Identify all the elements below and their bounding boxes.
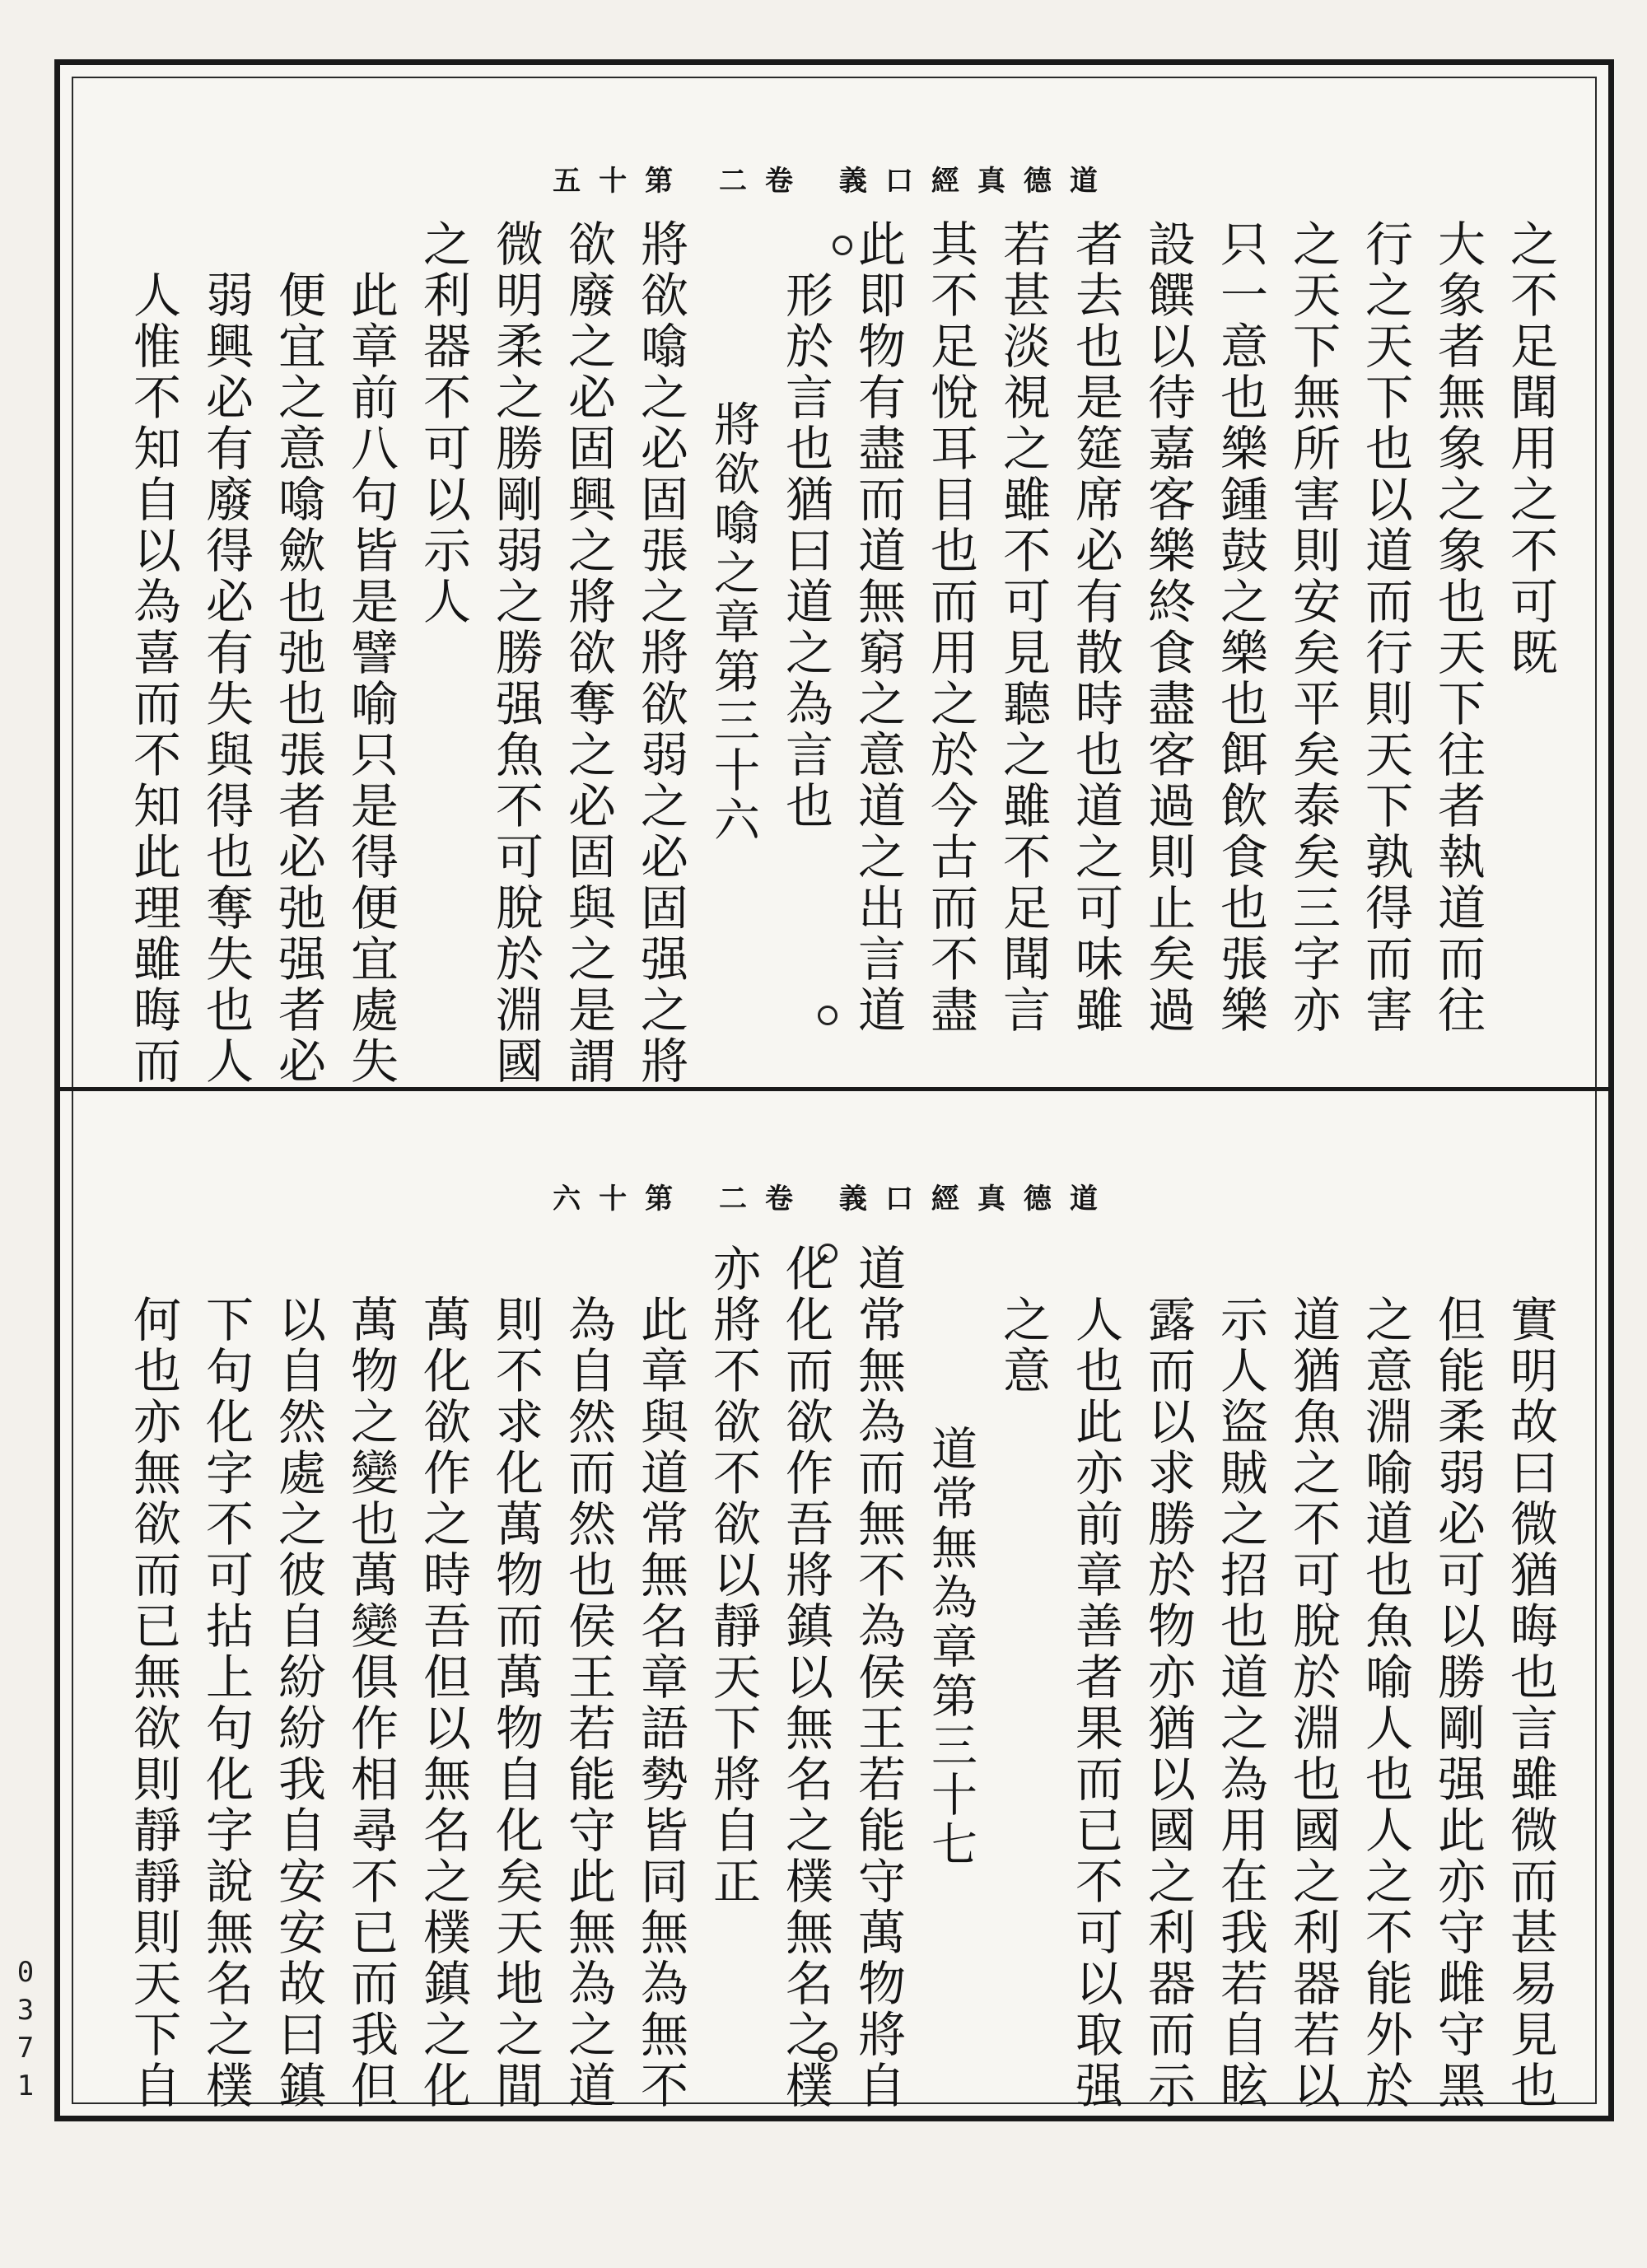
text-column: 之利器不可以示人: [415, 219, 471, 628]
text-column: 亦將不欲不欲以靜天下將自正: [705, 1244, 761, 1907]
circle-mark: [818, 2042, 837, 2062]
circle-mark: [833, 236, 852, 255]
circle-mark: [818, 1244, 837, 1263]
text-column: 道常無為章第三十七: [924, 1425, 977, 1869]
text-column: 若甚淡視之雖不可見聽之雖不足聞言: [995, 219, 1051, 1036]
lower-panel-header: 道德真經口義 卷二 第十六: [553, 1183, 1116, 1216]
text-column: 道猶魚之不可脫於淵也國之利器若以: [1285, 1295, 1341, 2112]
upper-panel-text: [102, 219, 1566, 1087]
circle-mark: [818, 1006, 837, 1025]
text-column: 行之天下也以道而行則天下孰得而害: [1357, 219, 1413, 1036]
text-column: 此章前八句皆是譬喻只是得便宜處失: [343, 270, 399, 1087]
text-column: 何也亦無欲而已無欲則靜靜則天下自: [125, 1295, 181, 2112]
text-column: 萬化欲作之時吾但以無名之樸鎮之化: [415, 1295, 471, 2112]
text-column: 之天下無所害則安矣平矣泰矣三字亦: [1285, 219, 1341, 1036]
text-column: 將欲噏之章第三十六: [707, 400, 760, 845]
text-column: 其不足悅耳目也而用之於今古而不盡: [922, 219, 978, 1036]
text-column: 露而以求勝於物亦猶以國之利器而示: [1140, 1295, 1196, 2112]
text-column: 為自然而然也侯王若能守此無為之道: [560, 1295, 616, 2112]
text-column: 便宜之意噏歛也弛也張者必弛强者必: [270, 270, 326, 1087]
text-column: 此章與道常無名章語勢皆同無為無不: [632, 1295, 688, 2112]
text-column: 化化而欲作吾將鎮以無名之樸無名之樸: [777, 1244, 833, 2112]
text-column: 者去也是筵席必有散時也道之可味雖: [1067, 219, 1123, 1036]
upper-panel: [77, 79, 1591, 1087]
text-column: 下句化字不可拈上句化字說無名之樸: [198, 1295, 254, 2112]
text-column: 此即物有盡而道無窮之意道之出言道: [850, 219, 906, 1036]
text-column: 人也此亦前章善者果而已不可以取强: [1067, 1295, 1123, 2112]
text-column: 之意淵喻道也魚喻人也人之不能外於: [1357, 1295, 1413, 2112]
text-column: 形於言也猶曰道之為言也: [777, 270, 833, 832]
text-column: 大象者無象之象也天下往者執道而往: [1430, 219, 1486, 1036]
text-column: 設饌以待嘉客樂終食盡客過則止矣過: [1140, 219, 1196, 1036]
lower-panel-text: [102, 1244, 1566, 2112]
text-column: 以自然處之彼自紛紛我自安安故曰鎮: [270, 1295, 326, 2112]
text-column: 示人盜賊之招也道之為用在我若自眩: [1212, 1295, 1268, 2112]
text-column: 只一意也樂鍾鼓之樂也餌飲食也張樂: [1212, 219, 1268, 1036]
page-number: 0 3 7 1: [16, 1956, 35, 2102]
text-column: 實明故曰微猶晦也言雖微而甚易見也: [1502, 1295, 1558, 2112]
text-column: 弱興必有廢得必有失與得也奪失也人: [198, 270, 254, 1087]
text-column: 則不求化萬物而萬物自化矣天地之間: [488, 1295, 544, 2112]
text-column: 欲廢之必固興之將欲奪之必固與之是謂: [560, 219, 616, 1087]
text-column: 但能柔弱必可以勝剛强此亦守雌守黑: [1430, 1295, 1486, 2112]
text-column: 之不足聞用之不可既: [1502, 219, 1558, 679]
text-column: 將欲噏之必固張之將欲弱之必固强之將: [632, 219, 688, 1087]
text-column: 萬物之變也萬變俱作相尋不已而我但: [343, 1295, 399, 2112]
text-column: 之意: [995, 1295, 1051, 1397]
text-column: 微明柔之勝剛弱之勝强魚不可脫於淵國: [488, 219, 544, 1087]
upper-panel-header: 道德真經口義 卷二 第十五: [553, 165, 1116, 198]
text-column: 道常無為而無不為侯王若能守萬物將自: [850, 1244, 906, 2112]
text-column: 人惟不知自以為喜而不知此理雖晦而: [125, 270, 181, 1087]
